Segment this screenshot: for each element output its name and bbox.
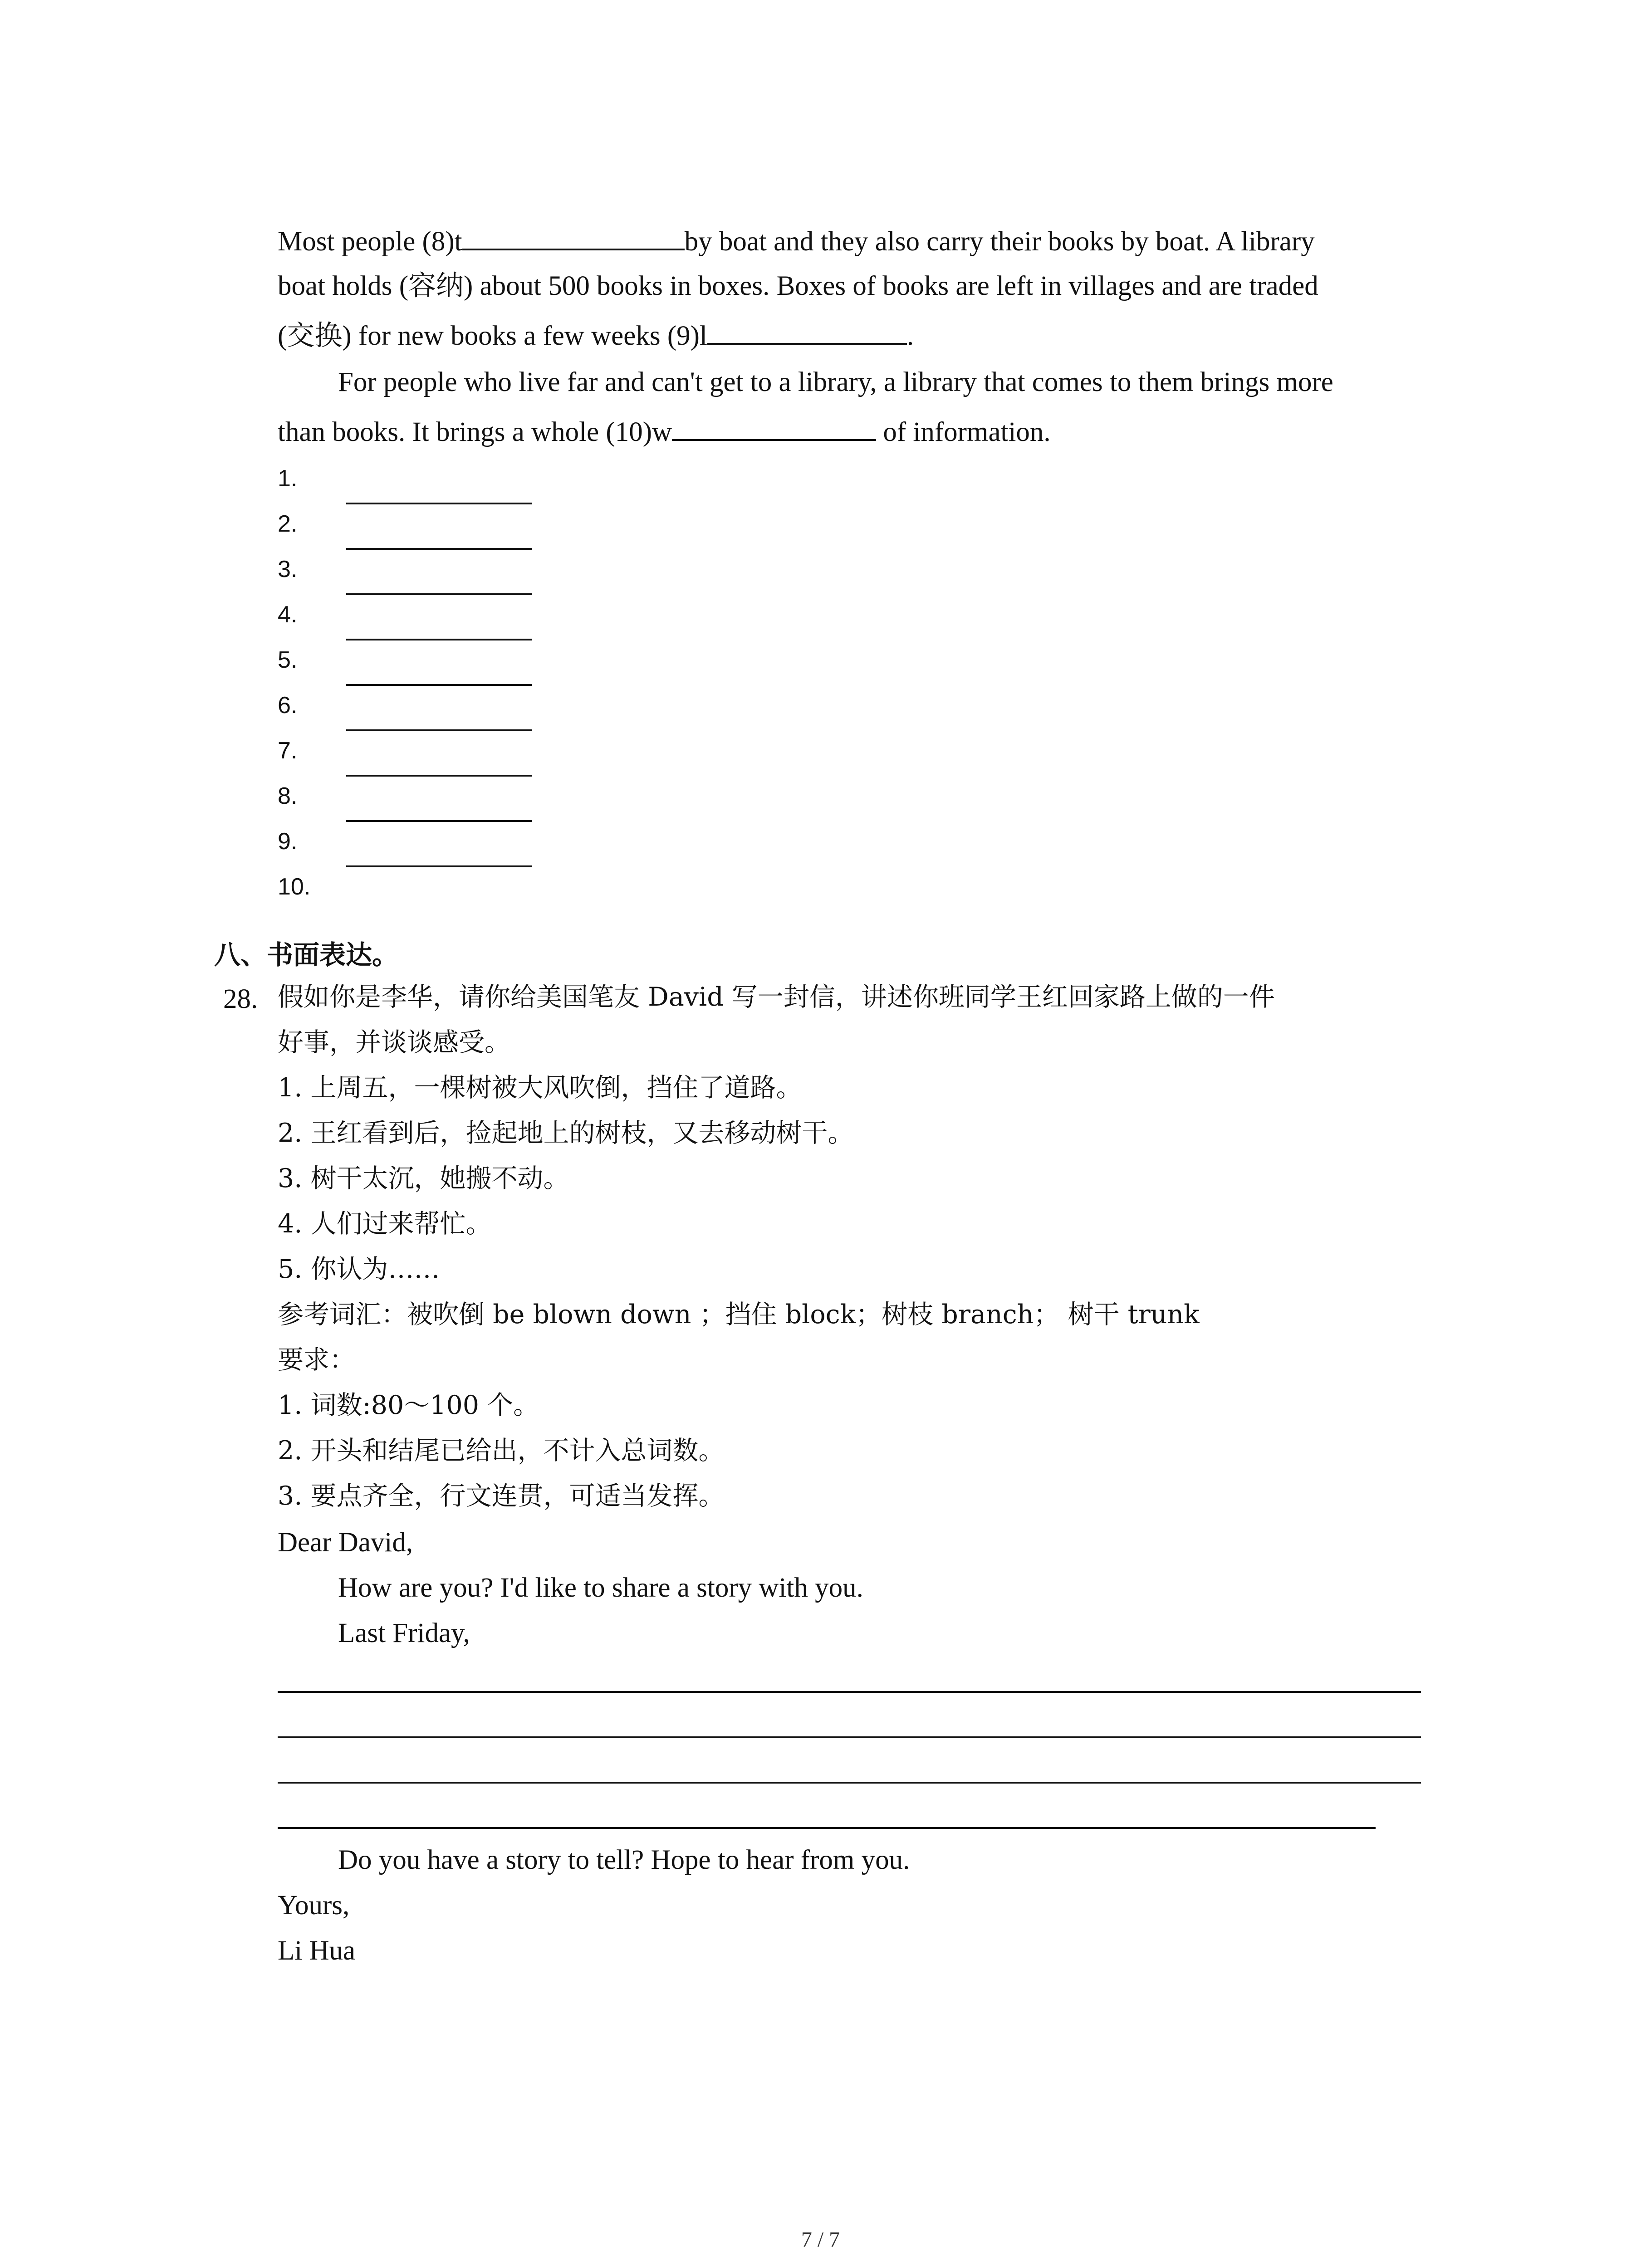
writing-line[interactable]	[278, 1827, 1376, 1829]
answer-number: 7.	[278, 738, 298, 764]
answer-number: 2.	[278, 511, 298, 537]
requirement-item: 1. 词数:80～100 个。	[278, 1390, 539, 1420]
blank-8[interactable]	[462, 226, 685, 250]
question-number: 28.	[223, 984, 258, 1014]
answer-line[interactable]	[346, 684, 532, 686]
passage-text: Most people (8)t	[278, 226, 462, 257]
reference-vocabulary: 参考词汇：被吹倒 be blown down ；挡住 block；树枝 branch； 树干 trunk	[278, 1300, 1200, 1330]
passage-text: .	[906, 321, 914, 351]
passage-text: of information.	[876, 417, 1051, 447]
answer-number: 1.	[278, 465, 298, 492]
blank-10[interactable]	[672, 416, 876, 441]
requirement-item: 2. 开头和结尾已给出，不计入总词数。	[278, 1436, 725, 1466]
page-number: 7 / 7	[801, 2228, 840, 2252]
answer-number: 3.	[278, 556, 298, 582]
letter-start: Last Friday,	[338, 1618, 470, 1648]
answer-number: 9.	[278, 828, 298, 855]
letter-name: Li Hua	[278, 1936, 356, 1966]
task-point: 5. 你认为……	[278, 1254, 440, 1284]
task-point: 3. 树干太沉，她搬不动。	[278, 1163, 569, 1193]
answer-line[interactable]	[346, 729, 532, 731]
passage-text: (交换) for new books a few weeks (9)l	[278, 321, 707, 351]
writing-line[interactable]	[278, 1736, 1421, 1738]
answer-line[interactable]	[346, 593, 532, 595]
question-stem: 好事，并谈谈感受。	[278, 1027, 510, 1057]
question-stem: 假如你是李华，请你给美国笔友 David 写一封信，讲述你班同学王红回家路上做的一件	[278, 982, 1275, 1012]
passage-line: For people who live far and can't get to a library, a library that comes to them brings more	[338, 367, 1333, 397]
task-point: 1. 上周五，一棵树被大风吹倒，挡住了道路。	[278, 1073, 802, 1103]
passage-line: boat holds (容纳) about 500 books in boxes. Boxes of books are left in villages and are traded	[278, 271, 1318, 301]
letter-opening: How are you? I'd like to share a story with you.	[338, 1573, 863, 1603]
writing-line[interactable]	[278, 1691, 1421, 1693]
passage-line	[278, 416, 1051, 446]
answer-number: 6.	[278, 692, 298, 719]
answer-number: 5.	[278, 647, 298, 673]
answer-line[interactable]	[346, 865, 532, 867]
answer-line[interactable]	[346, 548, 532, 550]
passage-text: than books. It brings a whole (10)w	[278, 417, 672, 447]
answer-number: 10.	[278, 874, 311, 900]
answer-line[interactable]	[346, 820, 532, 822]
answer-number: 8.	[278, 783, 298, 809]
writing-line[interactable]	[278, 1782, 1421, 1784]
answer-line[interactable]	[346, 639, 532, 640]
answer-line[interactable]	[346, 775, 532, 777]
blank-9[interactable]	[707, 320, 907, 345]
answer-number: 4.	[278, 601, 298, 628]
requirements-title: 要求：	[278, 1345, 355, 1375]
letter-salutation: Dear David,	[278, 1527, 413, 1558]
passage-text: by boat and they also carry their books by boat. A library	[684, 226, 1315, 257]
requirement-item: 3. 要点齐全，行文连贯，可适当发挥。	[278, 1481, 725, 1511]
task-point: 4. 人们过来帮忙。	[278, 1209, 492, 1239]
passage-line	[278, 226, 1315, 255]
letter-signoff: Yours,	[278, 1890, 350, 1921]
task-point: 2. 王红看到后，捡起地上的树枝，又去移动树干。	[278, 1118, 854, 1148]
passage-line	[278, 320, 914, 350]
letter-closing: Do you have a story to tell? Hope to hear from you.	[338, 1845, 910, 1875]
section-title: 八、书面表达。	[214, 939, 399, 970]
answer-line[interactable]	[346, 503, 532, 504]
